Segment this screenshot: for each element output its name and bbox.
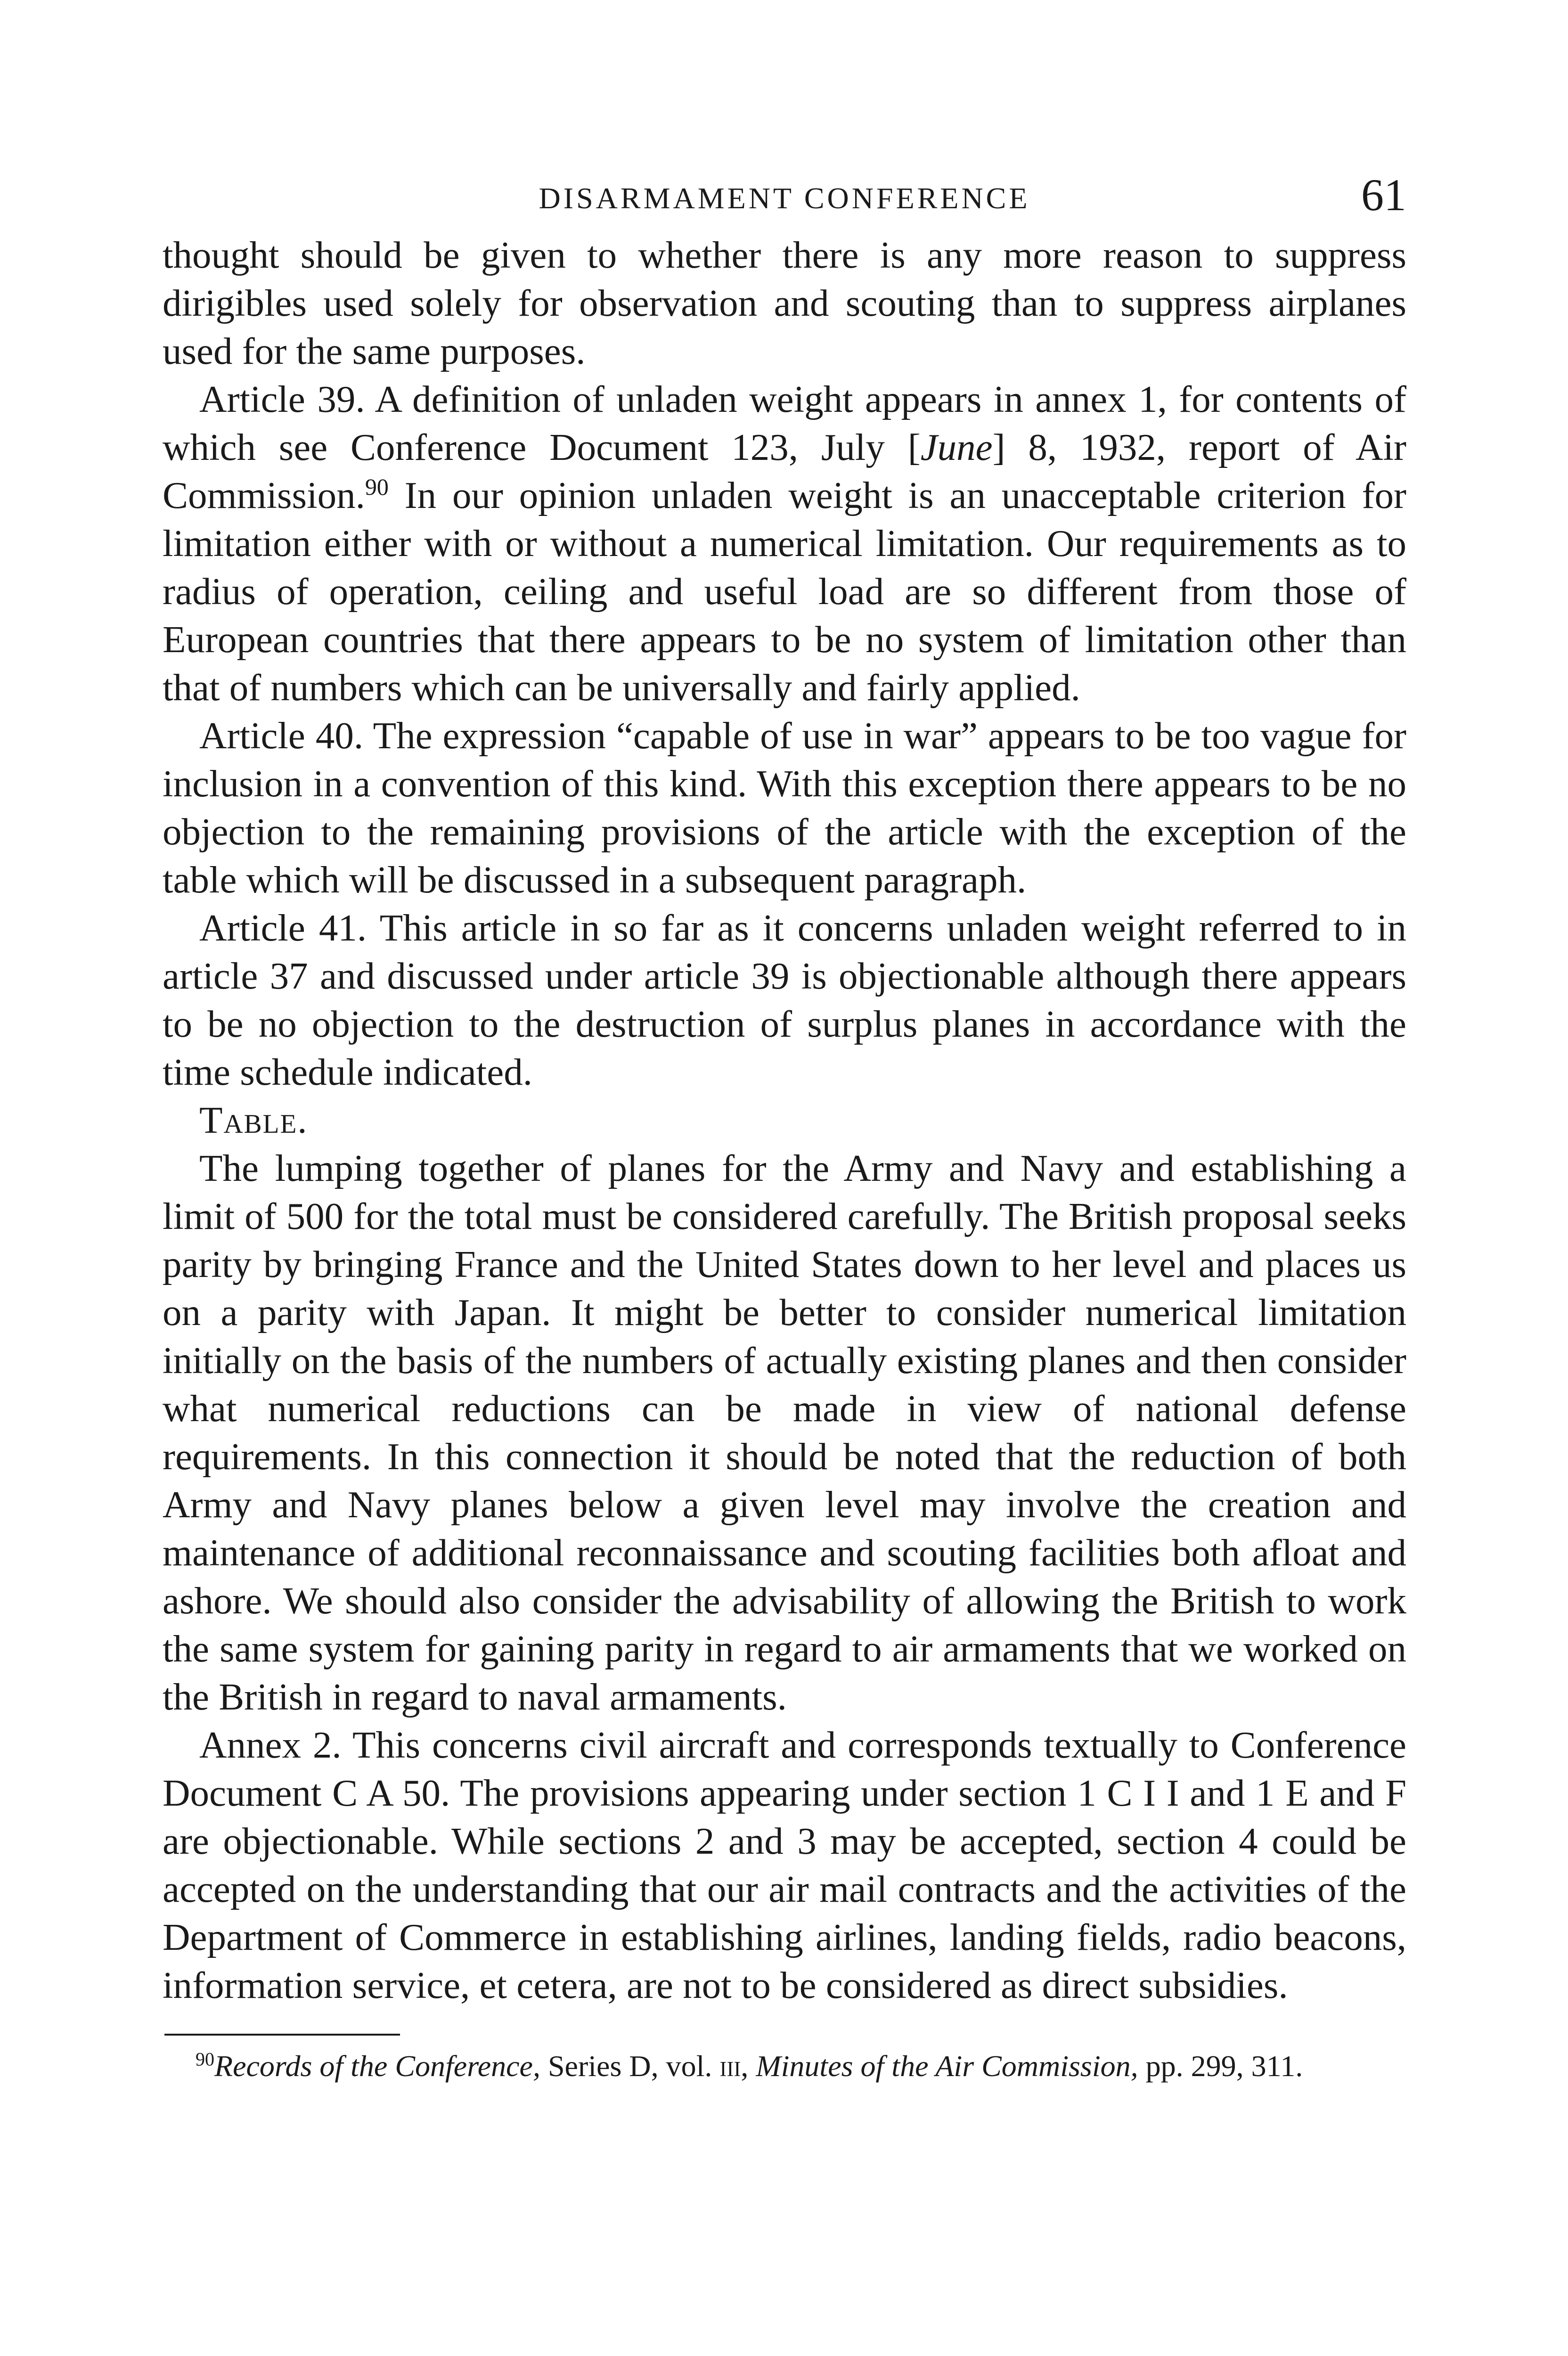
footnote (163, 2048, 1406, 2085)
article-39-text-end: In our opinion unladen weight is an unacceptable criterion for limitation either with or without a numerical limitation. Our requirements as to radius of operation, ceiling and useful load are so different from those of European countries that there appears to be no system of limitation other than that of numbers which can be universally and fairly applied. (163, 474, 1406, 709)
paragraph-continuation: thought should be given to whether there is any more reason to suppress dirigibles used solely for observation and scouting than to suppress airplanes used for the same purposes. (163, 234, 1406, 372)
footnote-pages: pp. 299, 311. (1138, 2049, 1303, 2083)
body-text (163, 231, 1406, 2009)
document-page (163, 170, 1406, 2085)
footnote-rule (164, 2034, 400, 2036)
page-number: 61 (1361, 170, 1406, 220)
table-heading: Table. (199, 1099, 308, 1141)
article-39-text-mid: ] 8, 1932, report of Air Commission. (163, 426, 1406, 516)
footnote-series: Series D, vol. (540, 2049, 720, 2083)
footnote-mark: 90 (196, 2048, 214, 2070)
paragraph-article-39 (163, 375, 1406, 712)
paragraph-article-40: Article 40. The expression “capable of use in war” appears to be too vague for inclusion in a convention of this kind. With this exception there appears to be no objection to the remaining provisions of the article with the exception of the table which will be discussed in a subsequent paragraph. (163, 714, 1406, 901)
june-correction: June (920, 426, 993, 468)
footnote-source-title: Records of the Conference, (214, 2049, 540, 2083)
running-title: DISARMAMENT CONFERENCE (539, 181, 1030, 215)
paragraph-article-41: Article 41. This article in so far as it concerns unladen weight referred to in article 37 and discussed under article 39 is objectionable although there appears to be no objection to the destruction of surplus planes in accordance with the time schedule indicated. (163, 907, 1406, 1093)
paragraph-table: The lumping together of planes for the Army and Navy and establishing a limit of 500 for the total must be considered carefully. The British proposal seeks parity by bringing France and the United States down to her level and places us on a parity with Japan. It might be better to consider numerical limitation initially on the basis of the numbers of actually existing planes and then consider what numerical reductions can be made in view of national defense requirements. In this connection it should be noted that the reduction of both Army and Navy planes below a given level may involve the creation and maintenance of additional reconnaissance and scouting facilities both afloat and ashore. We should also consider the advisability of allowing the British to work the same system for gaining parity in regard to air armaments that we worked on the British in regard to naval armaments. (163, 1147, 1406, 1718)
footnote-volume: iii (719, 2049, 741, 2083)
footnote-separator: , (741, 2049, 756, 2083)
paragraph-annex-2: Annex 2. This concerns civil aircraft and corresponds textually to Conference Document C A 50. The provisions appearing under section 1 C I I and 1 E and F are objectionable. While sections 2 and 3 may be accepted, section 4 could be accepted on the understanding that our air mail contracts and the activities of the Department of Commerce in establishing airlines, landing fields, radio beacons, information service, et cetera, are not to be considered as direct subsidies. (163, 1724, 1406, 2006)
footnote-minutes-title: Minutes of the Air Commission, (756, 2049, 1138, 2083)
article-39-text-start: Article 39. A definition of unladen weight appears in annex 1, for contents of which see Conference Document 123, July [ (163, 378, 1406, 468)
footnote-reference[interactable]: 90 (365, 474, 389, 500)
running-head (163, 170, 1406, 231)
